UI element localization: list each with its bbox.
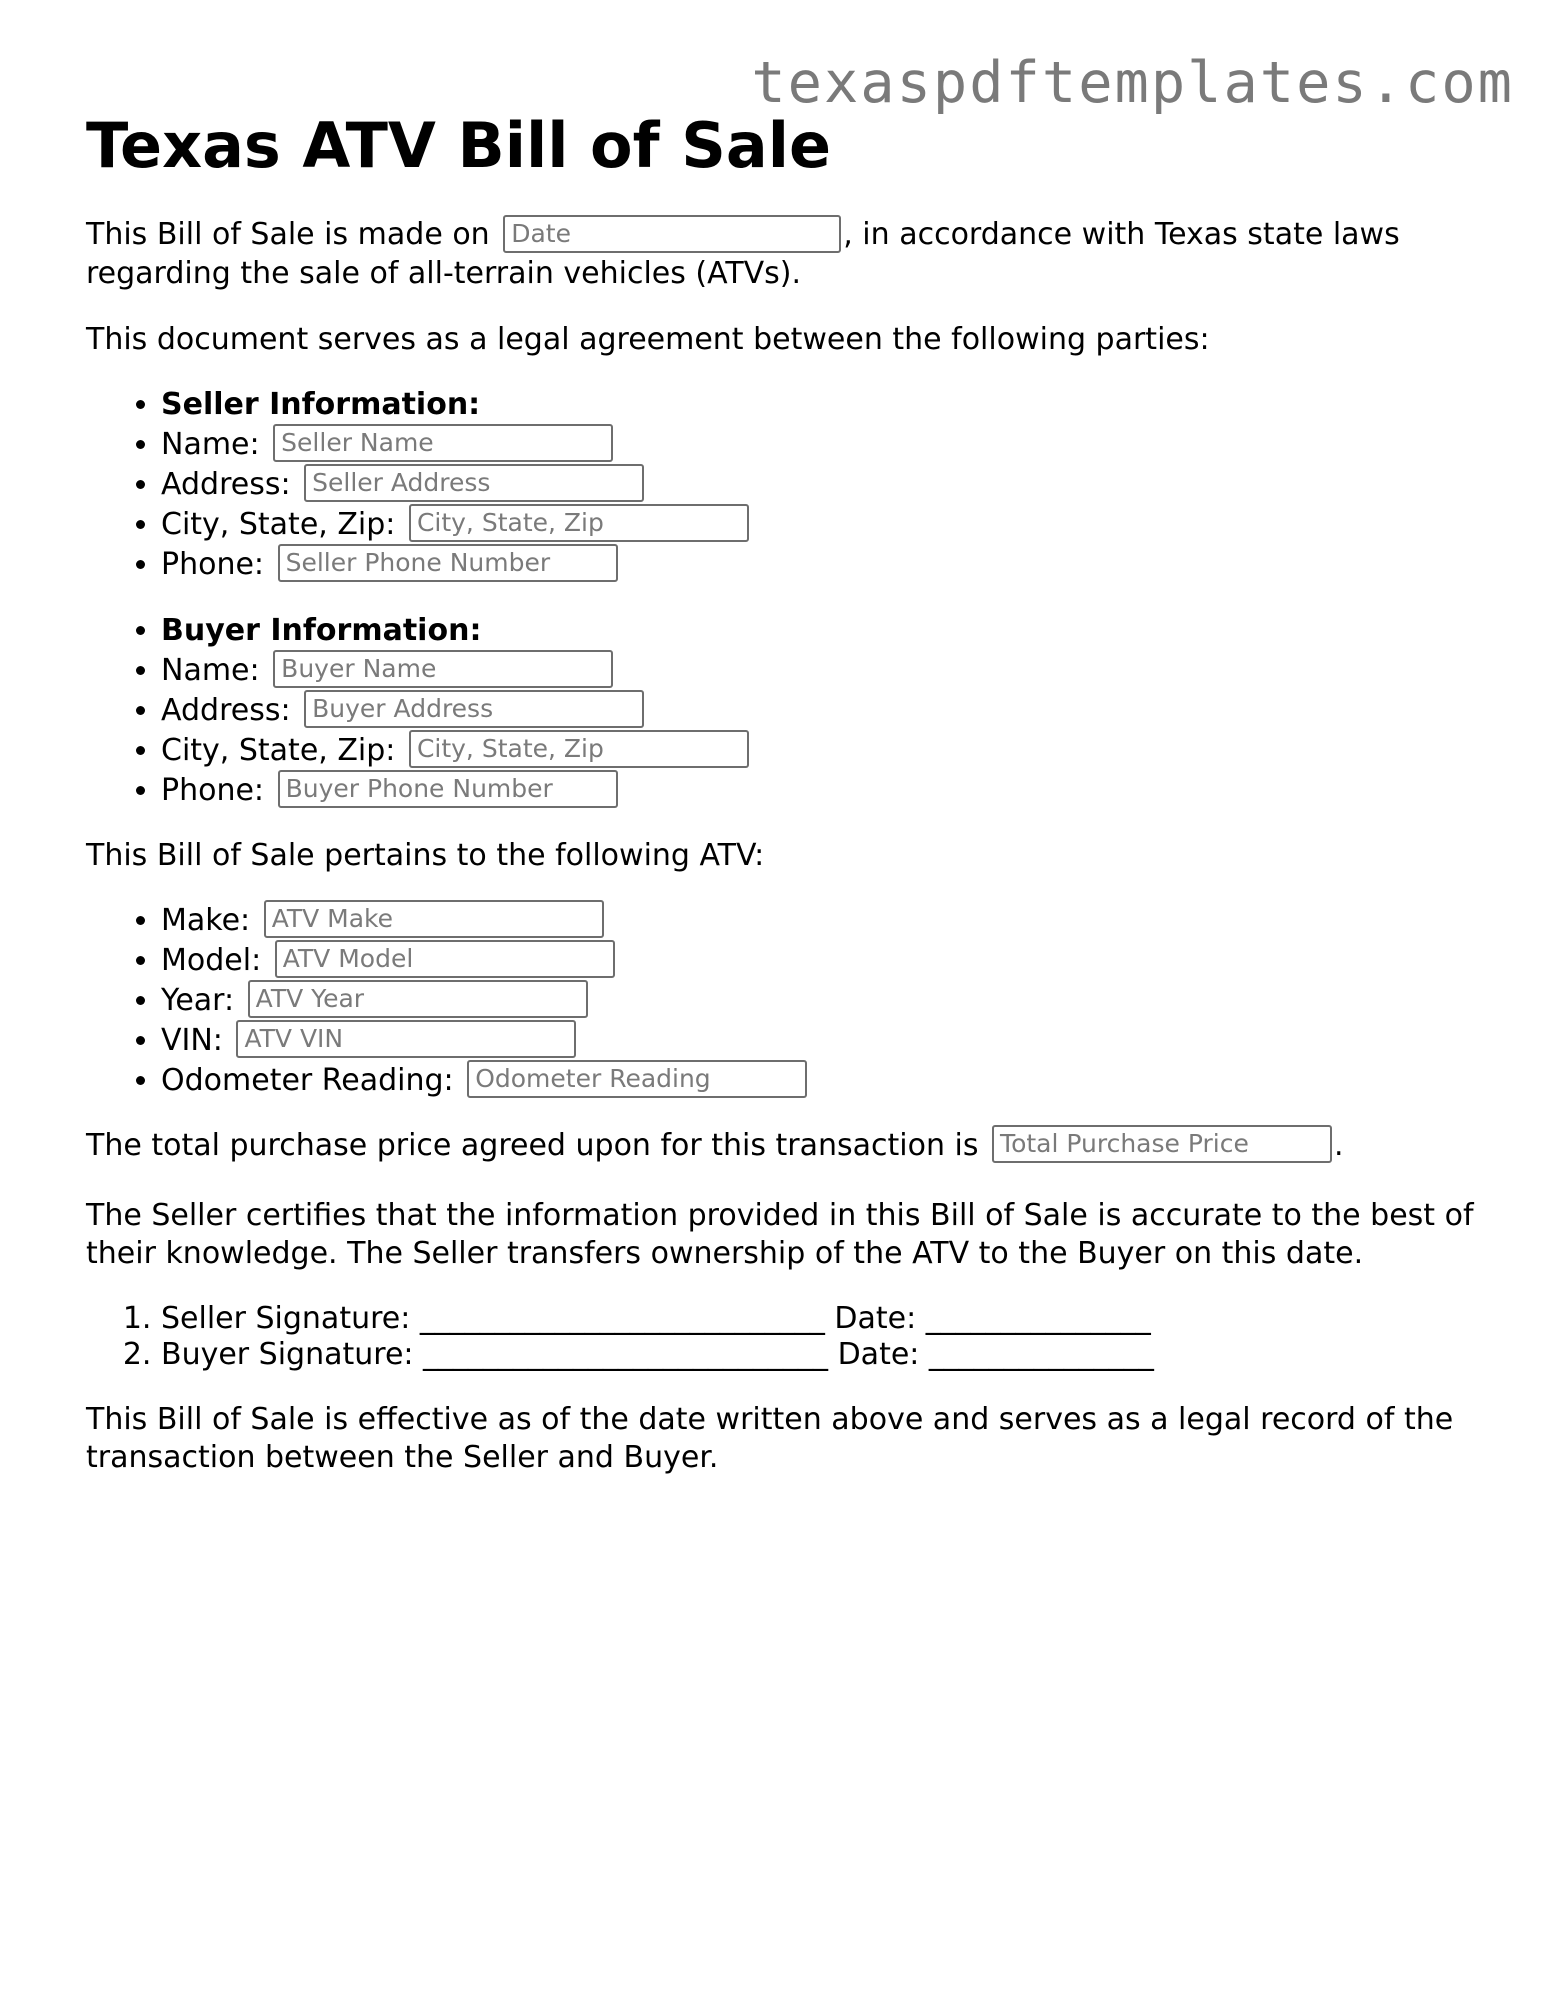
atv-model-field[interactable]: ATV Model bbox=[275, 940, 615, 978]
list-item bbox=[161, 385, 1486, 425]
atv-vin-field[interactable]: ATV VIN bbox=[236, 1020, 576, 1058]
buyer-info-list bbox=[86, 611, 1486, 811]
closing-paragraph: This Bill of Sale is effective as of the date written above and serves as a legal record of the transaction between the Seller and Buyer. bbox=[86, 1402, 1454, 1475]
seller-phone-field[interactable]: Seller Phone Number bbox=[278, 544, 618, 582]
list-item bbox=[161, 465, 1486, 505]
list-item bbox=[161, 981, 1486, 1021]
seller-info-list bbox=[86, 385, 1486, 585]
certification-paragraph: The Seller certifies that the information provided in this Bill of Sale is accurate to the best of their knowledge. The Seller transfers ownership of the ATV to the Buyer on this date. bbox=[86, 1198, 1474, 1271]
buyer-phone-field[interactable]: Buyer Phone Number bbox=[278, 770, 618, 808]
atv-year-label: Year: bbox=[161, 982, 235, 1018]
seller-city-field[interactable]: City, State, Zip bbox=[409, 504, 749, 542]
buyer-city-label: City, State, Zip: bbox=[161, 732, 396, 768]
seller-phone-label: Phone: bbox=[161, 546, 265, 582]
atv-vin-label: VIN: bbox=[161, 1022, 223, 1058]
seller-city-label: City, State, Zip: bbox=[161, 506, 396, 542]
intro-paragraph bbox=[86, 216, 1486, 293]
atv-year-field[interactable]: ATV Year bbox=[248, 980, 588, 1018]
list-item bbox=[161, 425, 1486, 465]
list-item bbox=[161, 901, 1486, 941]
list-item bbox=[161, 731, 1486, 771]
intro-text-before: This Bill of Sale is made on bbox=[86, 217, 490, 252]
total-price-field[interactable]: Total Purchase Price bbox=[992, 1125, 1332, 1163]
buyer-phone-label: Phone: bbox=[161, 772, 265, 808]
buyer-address-label: Address: bbox=[161, 692, 291, 728]
buyer-city-field[interactable]: City, State, Zip bbox=[409, 730, 749, 768]
atv-odometer-field[interactable]: Odometer Reading bbox=[467, 1060, 807, 1098]
buyer-name-field[interactable]: Buyer Name bbox=[273, 650, 613, 688]
seller-address-label: Address: bbox=[161, 466, 291, 502]
seller-address-field[interactable]: Seller Address bbox=[304, 464, 644, 502]
list-item bbox=[161, 1021, 1486, 1061]
list-item bbox=[161, 1061, 1486, 1101]
list-item bbox=[161, 651, 1486, 691]
list-item bbox=[161, 505, 1486, 545]
buyer-name-label: Name: bbox=[161, 652, 260, 688]
parties-paragraph: This document serves as a legal agreement between the following parties: bbox=[86, 321, 1210, 357]
buyer-signature-line[interactable]: 2. Buyer Signature: ___________________________ Date: _______________ bbox=[161, 1337, 1486, 1373]
seller-name-label: Name: bbox=[161, 426, 260, 462]
list-item bbox=[161, 545, 1486, 585]
atv-odometer-label: Odometer Reading: bbox=[161, 1062, 454, 1098]
seller-name-field[interactable]: Seller Name bbox=[273, 424, 613, 462]
list-item bbox=[161, 691, 1486, 731]
page-title: Texas ATV Bill of Sale bbox=[86, 109, 831, 182]
buyer-address-field[interactable]: Buyer Address bbox=[304, 690, 644, 728]
atv-model-label: Model: bbox=[161, 942, 262, 978]
atv-make-label: Make: bbox=[161, 902, 251, 938]
signature-list bbox=[86, 1301, 1486, 1373]
seller-heading: Seller Information: bbox=[161, 386, 481, 422]
atv-intro-paragraph: This Bill of Sale pertains to the following ATV: bbox=[86, 837, 765, 873]
atv-make-field[interactable]: ATV Make bbox=[264, 900, 604, 938]
seller-signature-line[interactable]: 1. Seller Signature: ___________________________ Date: _______________ bbox=[161, 1301, 1486, 1337]
intro-text-after: , in accordance with Texas state laws regarding the sale of all-terrain vehicles (ATVs). bbox=[86, 217, 1400, 291]
price-paragraph bbox=[86, 1127, 1486, 1166]
list-item bbox=[161, 941, 1486, 981]
list-item bbox=[161, 611, 1486, 651]
price-text-before: The total purchase price agreed upon for this transaction is bbox=[86, 1127, 979, 1163]
price-text-after: . bbox=[1334, 1127, 1344, 1163]
atv-info-list bbox=[86, 901, 1486, 1101]
list-item bbox=[161, 771, 1486, 811]
buyer-heading: Buyer Information: bbox=[161, 612, 482, 648]
document-body bbox=[86, 216, 1486, 1477]
sale-date-field[interactable]: Date bbox=[503, 215, 841, 253]
watermark: texaspdftemplates.com bbox=[751, 50, 1514, 116]
